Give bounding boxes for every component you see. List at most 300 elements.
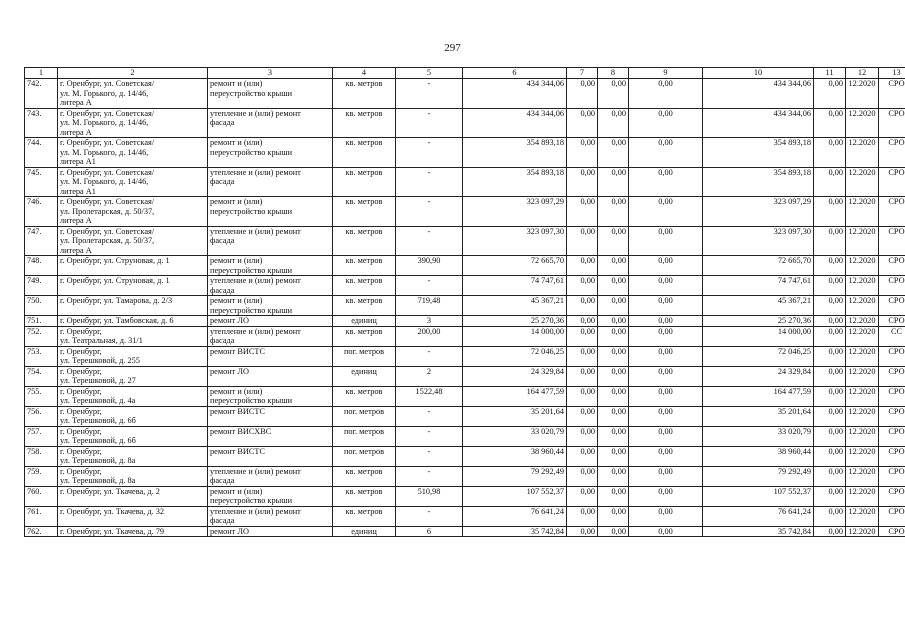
col8-cell: 0,00 (598, 486, 629, 506)
work-type-cell (208, 226, 333, 256)
address-cell-line: г. Оренбург, (60, 426, 102, 436)
col7-cell: 0,00 (567, 226, 598, 256)
col7-cell: 0,00 (567, 79, 598, 109)
funding-source-cell: СРО (879, 276, 905, 296)
row-number: 749. (25, 276, 58, 296)
column-number-2: 2 (58, 68, 208, 79)
col9-cell: 0,00 (629, 226, 703, 256)
work-type-cell-line: ремонт и (или) (210, 296, 263, 305)
address-cell-line: г. Оренбург, ул. Советская/ (60, 138, 155, 147)
work-type-cell-line: ремонт ВИСХВС (210, 426, 272, 436)
quantity-cell: - (396, 406, 463, 426)
table-row (25, 346, 905, 366)
col9-cell: 0,00 (629, 108, 703, 138)
address-cell-line: г. Оренбург, ул. Ткачева, д. 79 (60, 526, 165, 536)
funding-source-cell: СРО (879, 526, 905, 537)
work-type-cell-line: ремонт и (или) (210, 197, 263, 206)
col8-cell: 0,00 (598, 506, 629, 526)
table-row (25, 426, 905, 446)
cost-cell: 24 329,84 (703, 366, 814, 386)
work-type-cell-line: ремонт и (или) (210, 79, 263, 88)
column-number-11: 11 (814, 68, 846, 79)
col7-cell: 0,00 (567, 486, 598, 506)
col8-cell: 0,00 (598, 386, 629, 406)
work-type-cell (208, 316, 333, 327)
address-cell-line: литера А (60, 245, 92, 255)
col9-cell: 0,00 (629, 316, 703, 327)
completion-date-cell: 12.2020 (846, 79, 879, 109)
total-cost-cell: 72 665,70 (463, 256, 567, 276)
cost-cell: 354 893,18 (703, 138, 814, 168)
column-number-1: 1 (25, 68, 58, 79)
cost-cell: 434 344,06 (703, 108, 814, 138)
completion-date-cell: 12.2020 (846, 366, 879, 386)
repair-register-table (24, 67, 905, 537)
row-number: 755. (25, 386, 58, 406)
unit-cell: кв. метров (333, 138, 396, 168)
completion-date-cell: 12.2020 (846, 506, 879, 526)
col7-cell: 0,00 (567, 346, 598, 366)
address-cell-line: ул. Терешковой, д. 4а (60, 396, 136, 405)
col7-cell: 0,00 (567, 296, 598, 316)
col9-cell: 0,00 (629, 506, 703, 526)
col7-cell: 0,00 (567, 426, 598, 446)
row-number: 748. (25, 256, 58, 276)
col8-cell: 0,00 (598, 108, 629, 138)
total-cost-cell: 33 020,79 (463, 426, 567, 446)
row-number: 758. (25, 446, 58, 466)
unit-cell: единиц (333, 526, 396, 537)
quantity-cell: 3 (396, 316, 463, 327)
total-cost-cell: 38 960,44 (463, 446, 567, 466)
col8-cell: 0,00 (598, 167, 629, 197)
funding-source-cell: СРО (879, 346, 905, 366)
work-type-cell-line: фасада (210, 476, 235, 485)
address-cell-line: ул. М. Горького, д. 14/46, (60, 177, 149, 186)
work-type-cell-line: переустройство крыши (210, 88, 293, 98)
unit-cell: кв. метров (333, 276, 396, 296)
column-number-3: 3 (208, 68, 333, 79)
row-number: 759. (25, 466, 58, 486)
address-cell (58, 506, 208, 526)
unit-cell: кв. метров (333, 108, 396, 138)
address-cell-line: ул. М. Горького, д. 14/46, (60, 88, 149, 98)
address-cell-line: г. Оренбург, ул. Тамарова, д. 2/3 (60, 296, 173, 305)
address-cell (58, 256, 208, 276)
address-cell (58, 466, 208, 486)
col11-cell: 0,00 (814, 167, 846, 197)
address-cell (58, 138, 208, 168)
work-type-cell-line: ремонт ЛО (210, 526, 249, 536)
col7-cell: 0,00 (567, 506, 598, 526)
completion-date-cell: 12.2020 (846, 466, 879, 486)
col11-cell: 0,00 (814, 526, 846, 537)
funding-source-cell: СРО (879, 79, 905, 109)
col9-cell: 0,00 (629, 346, 703, 366)
total-cost-cell: 79 292,49 (463, 466, 567, 486)
total-cost-cell: 354 893,18 (463, 167, 567, 197)
completion-date-cell: 12.2020 (846, 426, 879, 446)
col8-cell: 0,00 (598, 406, 629, 426)
quantity-cell: - (396, 446, 463, 466)
column-number-10: 10 (703, 68, 814, 79)
table-row (25, 366, 905, 386)
unit-cell: кв. метров (333, 386, 396, 406)
completion-date-cell: 12.2020 (846, 486, 879, 506)
unit-cell: пог. метров (333, 426, 396, 446)
row-number: 747. (25, 226, 58, 256)
page-number: 297 (444, 42, 461, 54)
quantity-cell: - (396, 138, 463, 168)
total-cost-cell: 74 747,61 (463, 276, 567, 296)
col9-cell: 0,00 (629, 326, 703, 346)
work-type-cell (208, 366, 333, 386)
funding-source-cell: СРО (879, 108, 905, 138)
quantity-cell: - (396, 426, 463, 446)
address-cell-line: ул. Терешковой, д. 8а (60, 456, 136, 465)
completion-date-cell: 12.2020 (846, 316, 879, 327)
row-number: 757. (25, 426, 58, 446)
col7-cell: 0,00 (567, 366, 598, 386)
cost-cell: 74 747,61 (703, 276, 814, 296)
work-type-cell-line: ремонт и (или) (210, 486, 263, 496)
completion-date-cell: 12.2020 (846, 167, 879, 197)
funding-source-cell: СРО (879, 138, 905, 168)
address-cell-line: г. Оренбург, ул. Струновая, д. 1 (60, 276, 170, 285)
col8-cell: 0,00 (598, 256, 629, 276)
funding-source-cell: СРО (879, 296, 905, 316)
column-number-13: 13 (879, 68, 905, 79)
col9-cell: 0,00 (629, 446, 703, 466)
work-type-cell-line: утепление и (или) ремонт (210, 466, 301, 476)
col9-cell: 0,00 (629, 466, 703, 486)
col9-cell: 0,00 (629, 386, 703, 406)
col9-cell: 0,00 (629, 406, 703, 426)
address-cell (58, 197, 208, 227)
table-row (25, 486, 905, 506)
cost-cell: 14 000,00 (703, 326, 814, 346)
col11-cell: 0,00 (814, 79, 846, 109)
col8-cell: 0,00 (598, 276, 629, 296)
quantity-cell: - (396, 79, 463, 109)
address-cell-line: ул. М. Горького, д. 14/46, (60, 147, 149, 157)
col7-cell: 0,00 (567, 446, 598, 466)
work-type-cell (208, 426, 333, 446)
col9-cell: 0,00 (629, 138, 703, 168)
total-cost-cell: 434 344,06 (463, 108, 567, 138)
address-cell-line: литера А (60, 98, 92, 107)
row-number: 754. (25, 366, 58, 386)
address-cell-line: г. Оренбург, (60, 366, 102, 376)
completion-date-cell: 12.2020 (846, 386, 879, 406)
table-row (25, 226, 905, 256)
col7-cell: 0,00 (567, 386, 598, 406)
cost-cell: 354 893,18 (703, 167, 814, 197)
col8-cell: 0,00 (598, 446, 629, 466)
quantity-cell: - (396, 506, 463, 526)
col8-cell: 0,00 (598, 79, 629, 109)
unit-cell: единиц (333, 316, 396, 327)
quantity-cell: 6 (396, 526, 463, 537)
quantity-cell: 510,98 (396, 486, 463, 506)
funding-source-cell: СРО (879, 446, 905, 466)
table-row (25, 79, 905, 109)
col8-cell: 0,00 (598, 466, 629, 486)
address-cell-line: г. Оренбург, ул. Ткачева, д. 2 (60, 486, 160, 496)
cost-cell: 323 097,30 (703, 226, 814, 256)
funding-source-cell: СС (879, 326, 905, 346)
unit-cell: кв. метров (333, 79, 396, 109)
quantity-cell: - (396, 197, 463, 227)
address-cell-line: ул. Театральная, д. 31/1 (60, 336, 143, 345)
work-type-cell-line: ремонт ВИСТС (210, 406, 266, 416)
funding-source-cell: СРО (879, 167, 905, 197)
work-type-cell-line: переустройство крыши (210, 305, 293, 315)
unit-cell: кв. метров (333, 506, 396, 526)
work-type-cell-line: ремонт ЛО (210, 316, 249, 325)
completion-date-cell: 12.2020 (846, 108, 879, 138)
work-type-cell (208, 446, 333, 466)
col7-cell: 0,00 (567, 316, 598, 327)
work-type-cell-line: утепление и (или) ремонт (210, 326, 301, 336)
quantity-cell: 2 (396, 366, 463, 386)
column-number-9: 9 (629, 68, 703, 79)
col11-cell: 0,00 (814, 386, 846, 406)
address-cell-line: литера А (60, 127, 92, 137)
col11-cell: 0,00 (814, 276, 846, 296)
unit-cell: кв. метров (333, 326, 396, 346)
column-number-4: 4 (333, 68, 396, 79)
col9-cell: 0,00 (629, 426, 703, 446)
table-row (25, 197, 905, 227)
work-type-cell-line: утепление и (или) ремонт (210, 167, 301, 177)
column-number-7: 7 (567, 68, 598, 79)
col7-cell: 0,00 (567, 256, 598, 276)
address-cell-line: ул. Терешковой, д. 8а (60, 476, 136, 485)
address-cell-line: г. Оренбург, ул. Струновая, д. 1 (60, 256, 170, 265)
col9-cell: 0,00 (629, 256, 703, 276)
work-type-cell-line: фасада (210, 285, 235, 295)
cost-cell: 45 367,21 (703, 296, 814, 316)
work-type-cell-line: переустройство крыши (210, 496, 293, 505)
row-number: 756. (25, 406, 58, 426)
col8-cell: 0,00 (598, 296, 629, 316)
work-type-cell (208, 506, 333, 526)
completion-date-cell: 12.2020 (846, 296, 879, 316)
col9-cell: 0,00 (629, 486, 703, 506)
address-cell (58, 316, 208, 327)
funding-source-cell: СРО (879, 406, 905, 426)
address-cell-line: г. Оренбург, (60, 406, 102, 416)
col8-cell: 0,00 (598, 197, 629, 227)
table-row (25, 466, 905, 486)
unit-cell: кв. метров (333, 466, 396, 486)
unit-cell: пог. метров (333, 446, 396, 466)
funding-source-cell: СРО (879, 486, 905, 506)
quantity-cell: - (396, 226, 463, 256)
address-cell (58, 226, 208, 256)
address-cell-line: ул. Пролетарская, д. 50/37, (60, 236, 155, 245)
address-cell-line: г. Оренбург, (60, 326, 102, 336)
col9-cell: 0,00 (629, 366, 703, 386)
row-number: 761. (25, 506, 58, 526)
address-cell-line: литера А1 (60, 157, 96, 166)
col11-cell: 0,00 (814, 138, 846, 168)
address-cell-line: ул. Пролетарская, д. 50/37, (60, 206, 155, 216)
work-type-cell (208, 138, 333, 168)
table-row (25, 138, 905, 168)
table-row (25, 316, 905, 327)
row-number: 762. (25, 526, 58, 537)
work-type-cell (208, 276, 333, 296)
work-type-cell-line: ремонт ВИСТС (210, 346, 266, 356)
table-body (25, 79, 905, 537)
address-cell (58, 446, 208, 466)
total-cost-cell: 107 552,37 (463, 486, 567, 506)
funding-source-cell: СРО (879, 466, 905, 486)
work-type-cell-line: утепление и (или) ремонт (210, 276, 301, 285)
total-cost-cell: 14 000,00 (463, 326, 567, 346)
address-cell-line: ул. Терешковой, д. 6б (60, 416, 136, 425)
work-type-cell-line: утепление и (или) ремонт (210, 506, 301, 516)
work-type-cell-line: фасада (210, 118, 235, 127)
col11-cell: 0,00 (814, 366, 846, 386)
address-cell-line: г. Оренбург, ул. Советская/ (60, 108, 155, 118)
total-cost-cell: 76 641,24 (463, 506, 567, 526)
address-cell-line: ул. М. Горького, д. 14/46, (60, 118, 149, 127)
work-type-cell (208, 346, 333, 366)
address-cell (58, 326, 208, 346)
row-number: 752. (25, 326, 58, 346)
address-cell-line: г. Оренбург, ул. Советская/ (60, 79, 155, 88)
work-type-cell-line: ремонт и (или) (210, 256, 263, 265)
address-cell (58, 486, 208, 506)
col11-cell: 0,00 (814, 296, 846, 316)
col7-cell: 0,00 (567, 406, 598, 426)
col8-cell: 0,00 (598, 138, 629, 168)
address-cell (58, 296, 208, 316)
column-number-row (25, 68, 905, 79)
col8-cell: 0,00 (598, 326, 629, 346)
col11-cell: 0,00 (814, 316, 846, 327)
address-cell-line: г. Оренбург, ул. Ткачева, д. 32 (60, 506, 165, 516)
table-row (25, 406, 905, 426)
work-type-cell-line: утепление и (или) ремонт (210, 108, 301, 118)
col9-cell: 0,00 (629, 296, 703, 316)
funding-source-cell: СРО (879, 197, 905, 227)
col7-cell: 0,00 (567, 167, 598, 197)
completion-date-cell: 12.2020 (846, 226, 879, 256)
total-cost-cell: 164 477,59 (463, 386, 567, 406)
funding-source-cell: СРО (879, 226, 905, 256)
col9-cell: 0,00 (629, 167, 703, 197)
quantity-cell: - (396, 466, 463, 486)
address-cell (58, 276, 208, 296)
col11-cell: 0,00 (814, 256, 846, 276)
work-type-cell-line: переустройство крыши (210, 147, 293, 157)
work-type-cell (208, 466, 333, 486)
completion-date-cell: 12.2020 (846, 406, 879, 426)
completion-date-cell: 12.2020 (846, 256, 879, 276)
completion-date-cell: 12.2020 (846, 346, 879, 366)
work-type-cell (208, 526, 333, 537)
table-row (25, 526, 905, 537)
completion-date-cell: 12.2020 (846, 326, 879, 346)
address-cell (58, 406, 208, 426)
quantity-cell: 200,00 (396, 326, 463, 346)
col11-cell: 0,00 (814, 446, 846, 466)
row-number: 744. (25, 138, 58, 168)
total-cost-cell: 35 201,64 (463, 406, 567, 426)
work-type-cell (208, 296, 333, 316)
unit-cell: кв. метров (333, 226, 396, 256)
cost-cell: 33 020,79 (703, 426, 814, 446)
col11-cell: 0,00 (814, 197, 846, 227)
work-type-cell-line: переустройство крыши (210, 265, 293, 275)
row-number: 753. (25, 346, 58, 366)
column-number-12: 12 (846, 68, 879, 79)
address-cell (58, 366, 208, 386)
cost-cell: 35 742,84 (703, 526, 814, 537)
col9-cell: 0,00 (629, 197, 703, 227)
row-number: 742. (25, 79, 58, 109)
col7-cell: 0,00 (567, 326, 598, 346)
cost-cell: 38 960,44 (703, 446, 814, 466)
table-row (25, 276, 905, 296)
col8-cell: 0,00 (598, 316, 629, 327)
table-row (25, 256, 905, 276)
work-type-cell-line: ремонт ЛО (210, 366, 249, 376)
completion-date-cell: 12.2020 (846, 197, 879, 227)
unit-cell: кв. метров (333, 197, 396, 227)
col7-cell: 0,00 (567, 138, 598, 168)
row-number: 743. (25, 108, 58, 138)
address-cell-line: г. Оренбург, ул. Тамбовская, д. 6 (60, 316, 174, 325)
row-number: 745. (25, 167, 58, 197)
col8-cell: 0,00 (598, 366, 629, 386)
col8-cell: 0,00 (598, 426, 629, 446)
total-cost-cell: 24 329,84 (463, 366, 567, 386)
work-type-cell-line: фасада (210, 177, 235, 186)
completion-date-cell: 12.2020 (846, 526, 879, 537)
row-number: 760. (25, 486, 58, 506)
work-type-cell (208, 197, 333, 227)
col11-cell: 0,00 (814, 346, 846, 366)
col7-cell: 0,00 (567, 276, 598, 296)
table-row (25, 446, 905, 466)
column-number-8: 8 (598, 68, 629, 79)
col7-cell: 0,00 (567, 108, 598, 138)
work-type-cell (208, 79, 333, 109)
unit-cell: кв. метров (333, 296, 396, 316)
col8-cell: 0,00 (598, 346, 629, 366)
col7-cell: 0,00 (567, 526, 598, 537)
table-row (25, 108, 905, 138)
column-number-6: 6 (463, 68, 567, 79)
table-row (25, 386, 905, 406)
work-type-cell (208, 406, 333, 426)
col11-cell: 0,00 (814, 108, 846, 138)
address-cell-line: литера А1 (60, 186, 96, 196)
quantity-cell: - (396, 167, 463, 197)
unit-cell: кв. метров (333, 486, 396, 506)
address-cell-line: г. Оренбург, (60, 446, 102, 456)
address-cell-line: г. Оренбург, ул. Советская/ (60, 226, 155, 236)
quantity-cell: 1522,48 (396, 386, 463, 406)
total-cost-cell: 35 742,84 (463, 526, 567, 537)
cost-cell: 76 641,24 (703, 506, 814, 526)
work-type-cell-line: переустройство крыши (210, 396, 293, 405)
